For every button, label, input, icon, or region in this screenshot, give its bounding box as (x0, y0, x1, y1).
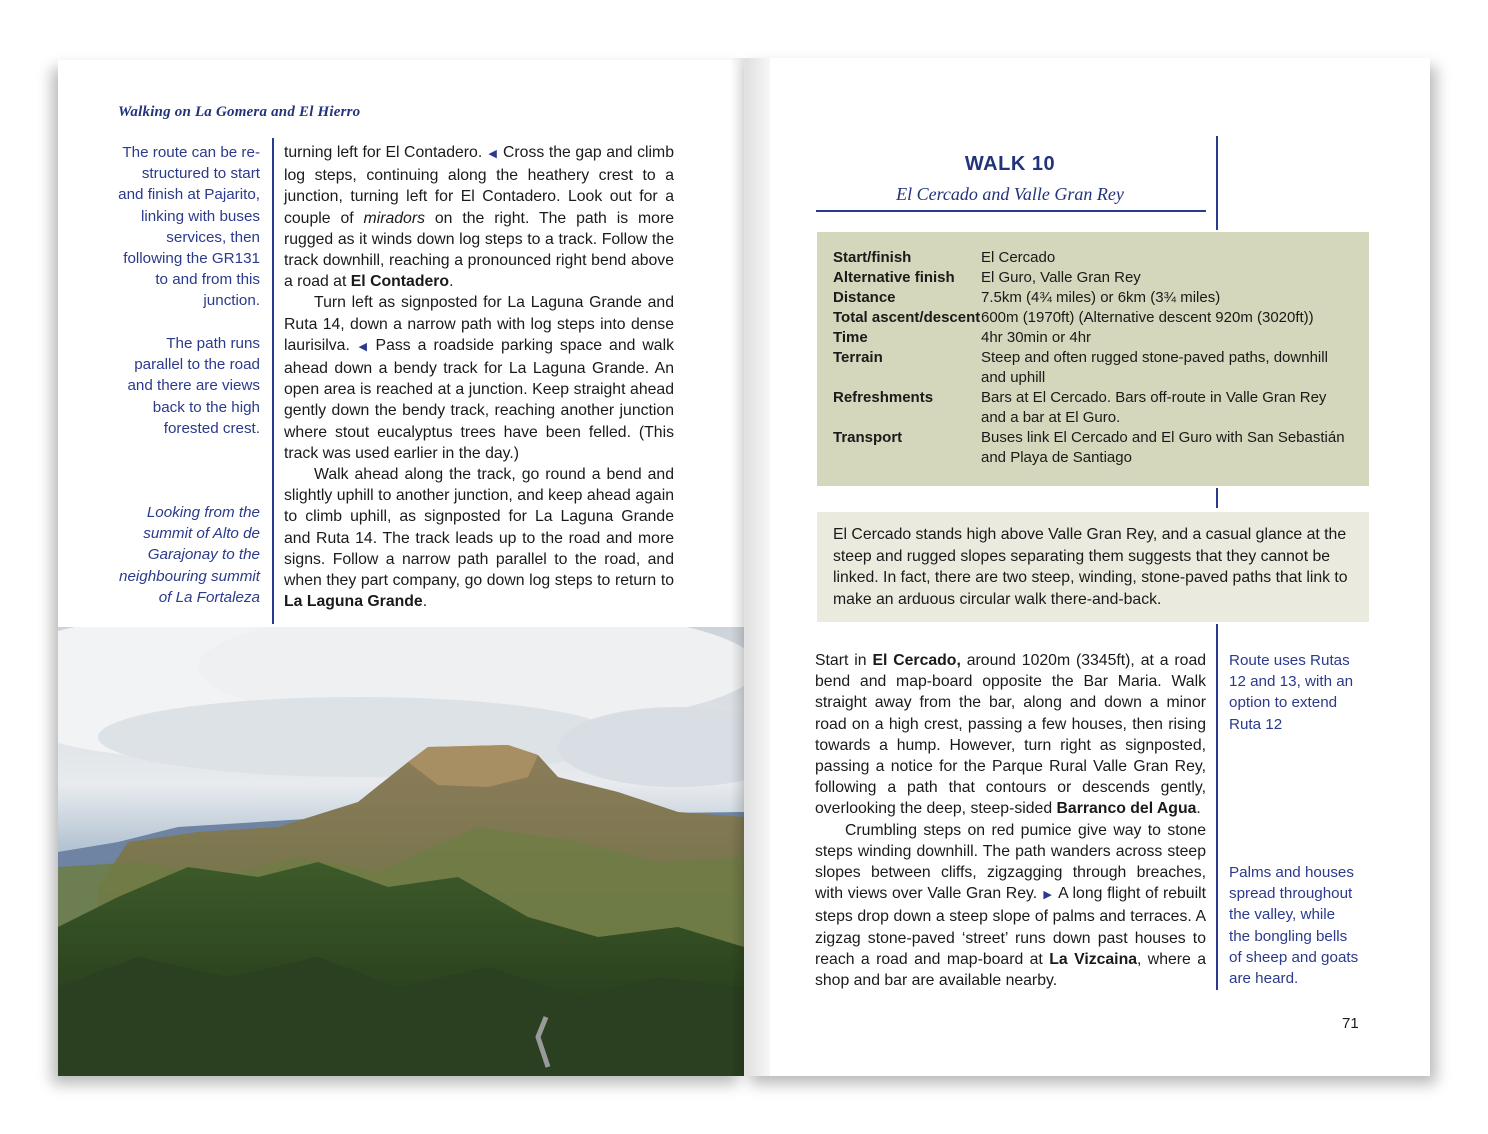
info-row-time: Time 4hr 30min or 4hr (833, 329, 1092, 346)
margin-note-path: The path runs parallel to the road and there are views back to the high forested crest. (127, 335, 260, 437)
walk-title: El Cercado and Valle Gran Rey (896, 184, 1124, 204)
margin-pointer-left-icon: ◀ (488, 148, 498, 160)
landscape-photo (58, 627, 744, 1076)
right-margin-rule (1216, 624, 1218, 990)
right-body-text (815, 650, 1206, 991)
info-row-alt-finish: Alternative finish El Guro, Valle Gran Rey (833, 269, 1141, 286)
right-page (744, 58, 1430, 1076)
photo-illustration (58, 627, 744, 1076)
info-row-distance: Distance 7.5km (4¾ miles) or 6km (3¾ miles) (833, 289, 1221, 306)
photo-caption: Looking from the summit of Alto de Garajonay to the neighbouring summit of La Fortaleza (119, 504, 260, 606)
margin-note-palms: Palms and houses spread throughout the valley, while the bongling bells of sheep and goats are heard. (1229, 864, 1359, 988)
title-side-rule (1216, 136, 1218, 230)
info-row-start: Start/finish El Cercado (833, 249, 1056, 266)
info-row-terrain: Terrain Steep and often rugged stone-paved paths, downhill and uphill (833, 349, 1328, 386)
left-page (58, 60, 744, 1076)
left-paragraph-2: Turn left as signposted for La Laguna Grande and Ruta 14, down a narrow path with log steps into dense laurisilva. ◀ Pass a roadside parking space and walk ahead down a bendy track for La Laguna Grande. An open area is reached at a junction. Keep straight ahead gently down the bendy track, reaching another junction where stout eucalyptus trees have been felled. (This track was used earlier in the day.) (284, 294, 674, 462)
running-head: Walking on La Gomera and El Hierro (118, 104, 361, 120)
info-row-transport: Transport Buses link El Cercado and El Guro with San Sebastián and Playa de Santiago (833, 429, 1345, 466)
box-connector-rule (1216, 488, 1218, 508)
walk-heading (814, 153, 1206, 205)
right-paragraph-2: Crumbling steps on red pumice give way to stone steps winding downhill. The path wanders across steep slopes between cliffs, zigzagging through breaches, with views over Valle Gran Rey. ▶ A long flight of rebuilt steps drop down a steep slope of palms and terraces. A zigzag stone-paved ‘street’ runs down past houses to reach a road and map-board at La Vizcaina, where a shop and bar are available nearby. (815, 821, 1206, 990)
margin-pointer-right-icon: ▶ (1043, 889, 1053, 902)
walk-number: WALK 10 (964, 153, 1056, 175)
margin-note-rutas: Route uses Rutas 12 and 13, with an option to extend Ruta 12 (1229, 652, 1354, 733)
title-rule (816, 210, 1206, 212)
left-paragraph-3: Walk ahead along the track, go round a bend and slightly uphill to another junction, and keep ahead again to climb uphill, as signposted for La Laguna Grande and Ruta 14. The track leads up to the road and more signs. Follow a narrow path parallel to the road, and when they part company, go down log steps to return to La Laguna Grande. (284, 466, 674, 611)
intro-box: El Cercado stands high above Valle Gran Rey, and a casual glance at the steep and rugged slopes separating them suggests that they cannot be linked. In fact, there are two steep, winding, stone-paved paths that link to make an arduous circular walk there-and-back. (817, 512, 1369, 622)
margin-pointer-left-icon: ◀ (355, 340, 370, 353)
page-number: 71 (1342, 1015, 1359, 1032)
right-paragraph-1: Start in El Cercado, around 1020m (3345ft), at a road bend and map-board opposite the Bar Maria. Walk straight away from the bar, along and down a minor road on a high crest, passing a few houses, then rising towards a hump. However, turn right as signposted, passing a notice for the Parque Rural Valle Gran Rey, following a path that contours or descends gently, overlooking the deep, steep-sided Barranco del Agua. (815, 652, 1207, 818)
left-paragraph-1: turning left for El Contadero. ◀ Cross the gap and climb log steps, continuing along the heathery crest to a junction, turning left for El Contadero. Look out for a couple of miradors on the right. The path is more rugged as it winds down log steps to a track. Follow the track downhill, reaching a pronounced right bend above a road at El Contadero. (284, 144, 675, 291)
info-row-refreshments: Refreshments Bars at El Cercado. Bars off-route in Valle Gran Rey and a bar at El Guro. (833, 389, 1327, 426)
info-row-ascent: Total ascent/descent 600m (1970ft) (Alternative descent 920m (3020ft)) (833, 309, 1314, 326)
walk-info-box (817, 232, 1369, 486)
margin-rule (272, 138, 274, 624)
margin-note-route: The route can be re-structured to start and finish at Pajarito, linking with buses services, then following the GR131 to and from this junction. (118, 144, 260, 310)
left-body-text (284, 142, 674, 612)
